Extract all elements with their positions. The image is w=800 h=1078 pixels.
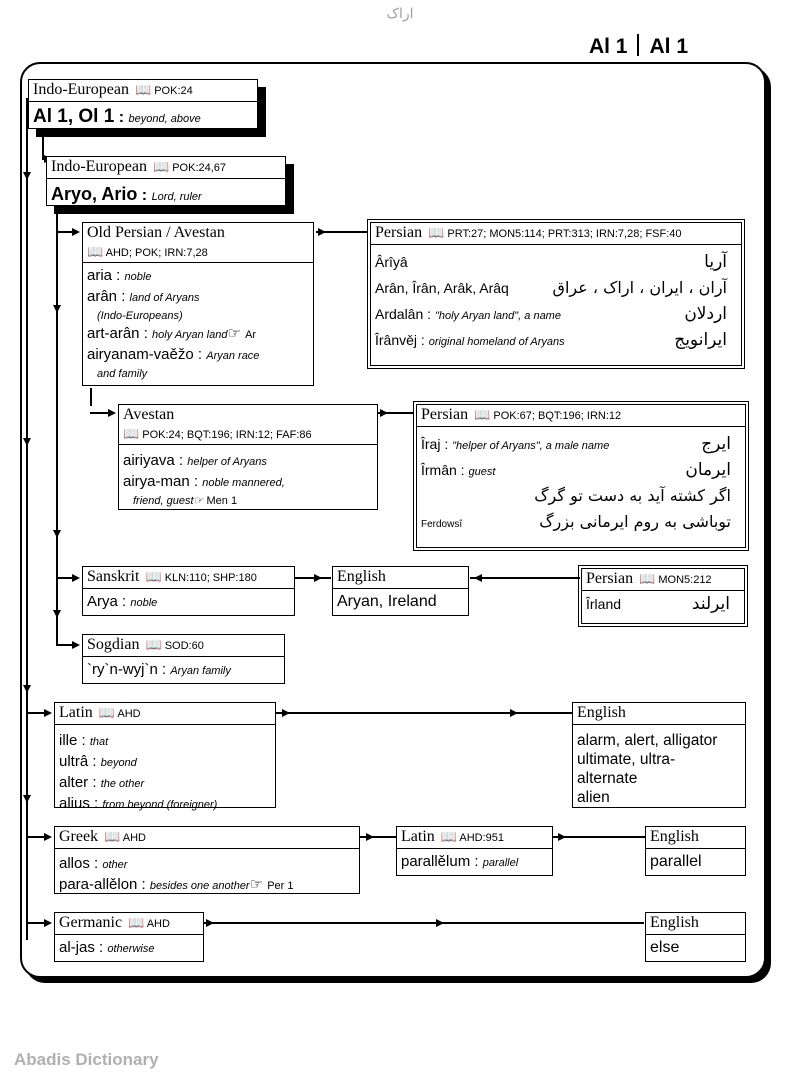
language-label: Germanic [59,914,123,931]
connector-line [26,922,46,924]
box-english-2 [572,702,746,808]
book-icon: 📖 [440,829,457,844]
entry-row: Arân, Îrân, Arâk, Arâq آران ، ایران ، اراک ، عراق [375,275,737,301]
book-icon: 📖 [639,571,656,586]
persian-script: آریا [704,252,727,272]
entry-row: Aryan, Ireland [337,593,437,610]
entry-row: else [650,939,680,956]
arrow-right-icon [108,409,116,417]
cross-ref-link[interactable]: Men 1 [206,495,238,507]
box-english-4 [645,912,746,962]
arrow-down-icon [23,172,31,180]
root-term: Al 1, Ol 1 [33,106,115,127]
box-indo-european-1: Indo-European 📖 POK:24 Al 1, Ol 1 : beyond, above [28,79,258,129]
persian-script: آران ، ایران ، اراک ، عراق [552,278,727,297]
arrow-right-icon [314,574,322,582]
language-label: Indo-European [33,81,129,98]
arrow-right-icon [44,709,52,717]
entry-row: arân : land of Aryans [87,288,200,305]
source-ref: AHD [146,918,170,930]
entry-row: art-arân : holy Aryan land☞ Ar [87,325,257,342]
language-label: Sanskrit [87,568,140,585]
arrow-down-icon [53,610,61,618]
connector-line [204,922,644,924]
connector-line [42,130,44,158]
language-label: English [337,568,386,585]
language-label: English [650,914,699,931]
entry-row: alarm, alert, alligator [577,732,718,749]
entry-row: Îraj : "helper of Aryans", a male name ایرج [421,431,741,457]
persian-script: ایرانویج [674,330,727,350]
box-persian-1 [370,222,742,366]
source-ref: PRT:27; MON5:114; PRT:313; IRN:7,28; FSF:40 [447,228,682,240]
cross-ref-link[interactable]: Per 1 [267,880,294,892]
arrow-right-icon [558,833,566,841]
entry-row: parallel [650,853,702,870]
connector-line [26,836,46,838]
pointing-hand-icon: ☞ [249,876,264,893]
source-ref: MON5:212 [658,574,712,586]
language-label: Greek [59,828,99,845]
language-label: Sogdian [87,636,140,653]
language-label: Old Persian / Avestan [87,224,225,241]
source-ref: POK:24,67 [172,162,227,174]
gloss: Lord, ruler [151,191,202,203]
book-icon: 📖 [145,569,162,584]
box-english-1 [332,566,469,616]
connector-line [90,388,92,406]
language-label: Latin [401,828,435,845]
arrow-right-icon [366,833,374,841]
box-sanskrit [82,566,295,616]
cross-ref-link[interactable]: Ar [245,329,257,341]
poem-line [421,483,741,509]
entry-row: ultrâ : beyond [59,753,137,770]
entry-row: airyanam-vaěžo : Aryan race [87,346,260,363]
book-icon: 📖 [123,426,140,441]
footer-brand[interactable]: Abadis Dictionary [14,1050,159,1069]
box-latin-1 [54,702,276,812]
persian-script: ایرمان [685,460,731,480]
source-ref: POK:67; BQT:196; IRN:12 [493,410,622,422]
source-ref: AHD [117,708,141,720]
persian-script: ایرلند [691,594,730,614]
language-label: English [650,828,699,845]
box-greek [54,826,360,894]
arrow-down-icon [23,685,31,693]
pointing-hand-icon: ☞ [227,325,241,342]
arrow-right-icon [72,228,80,236]
arrow-right-icon [282,709,290,717]
main-trunk-line [26,98,28,940]
entry-row: alternate [577,770,638,787]
title-left: Al 1 [588,35,628,58]
box-english-3 [645,826,746,876]
arrow-right-icon [318,228,326,236]
entry-row: Arya : noble [87,593,158,610]
gloss: beyond, above [128,113,201,125]
book-icon: 📖 [134,82,152,97]
box-persian-3 [581,568,745,624]
book-icon: 📖 [128,915,145,930]
language-label: Latin [59,704,93,721]
entry-row: aria : noble [87,267,152,284]
connector-line [90,412,110,414]
source-ref: KLN:110; SHP:180 [164,572,257,584]
entry-row: alius : from beyond (foreigner) [59,795,218,812]
arrow-left-icon [474,574,482,582]
book-icon: 📖 [145,637,162,652]
entry-row: allos : other [59,855,128,872]
box-indo-european-2: Indo-European 📖 POK:24,67 Aryo, Ario : Lord, ruler [46,156,286,206]
language-label: Persian [375,224,423,241]
source-ref: POK:24; BQT:196; IRN:12; FAF:86 [142,429,312,441]
source-ref: POK:24 [154,85,193,97]
language-label: Indo-European [51,158,147,175]
entry-row: Ardalân : "holy Aryan land", a name اردلان [375,301,737,327]
arrow-down-icon [23,438,31,446]
arrow-right-icon [510,709,518,717]
title-right: Al 1 [649,35,688,58]
persian-poem-line: اگر کشته آید به دست تو گرگ [534,486,731,505]
entry-row: airya-man : noble mannered, [123,473,285,490]
pointing-hand-icon: ☞ [193,495,204,507]
entry-continuation: friend, guest☞ Men 1 [133,495,238,507]
poet-name: Ferdowsî [421,519,463,530]
persian-script: ایرج [701,434,731,454]
language-label: Avestan [123,406,175,423]
box-germanic [54,912,204,962]
entry-row: alter : the other [59,774,145,791]
entry-continuation: and family [97,368,148,380]
language-label: English [577,704,626,721]
source-ref: SOD:60 [164,640,204,652]
language-label: Persian [586,570,634,587]
box-old-persian-avestan [82,222,314,386]
arrow-down-icon [23,795,31,803]
connector-line [553,836,645,838]
entry-row: ille : that [59,732,109,749]
book-icon: 📖 [152,159,170,174]
connector-line [295,577,331,579]
entry-row: ultimate, ultra- [577,751,676,768]
arrow-right-icon [44,833,52,841]
arrow-right-icon [380,409,388,417]
persian-script: اردلان [684,304,727,324]
entry-row: `ry`n-wyj`n : Aryan family [87,661,231,678]
book-icon: 📖 [98,705,115,720]
arrow-right-icon [72,574,80,582]
arrow-right-icon [72,641,80,649]
page-title [589,34,688,59]
entry-row: Ârîyâ آریا [375,249,737,275]
entry-row: alien [577,789,610,806]
box-persian-2 [416,404,746,548]
book-icon: 📖 [104,829,121,844]
persian-poem-line: توباشی به روم ایرمانی بزرگ [539,512,731,531]
connector-line [276,712,572,714]
top-word: اراک [386,6,414,22]
connector-line [26,712,46,714]
entry-row: parallělum : parallel [401,853,519,870]
arrow-right-icon [206,919,214,927]
poem-line [421,509,741,535]
title-separator [637,34,639,56]
entry-row: Îrland ایرلند [586,591,740,617]
arrow-right-icon [436,919,444,927]
language-label: Persian [421,406,469,423]
book-icon: 📖 [428,225,445,240]
entry-row: airiyava : helper of Aryans [123,452,267,469]
entry-row: para-allělon : besides one another☞ Per 1 [59,876,294,893]
box-avestan [118,404,378,510]
book-icon: 📖 [87,244,104,259]
source-ref: AHD [122,832,146,844]
entry-row: al-jas : otherwise [59,939,155,956]
book-icon: 📖 [474,407,491,422]
arrow-down-icon [53,530,61,538]
source-ref: AHD; POK; IRN:7,28 [105,247,208,259]
arrow-down-icon [53,305,61,313]
entry-row: Îrânvěj : original homeland of Aryans ایرانویج [375,327,737,353]
box-sogdian [82,634,285,684]
connector-line [470,577,580,579]
entry-continuation: (Indo-Europeans) [97,310,183,322]
root-term: Aryo, Ario [51,184,138,204]
box-latin-2 [396,826,553,876]
source-ref: AHD:951 [459,832,505,844]
entry-row: Îrmân : guest ایرمان [421,457,741,483]
arrow-right-icon [44,919,52,927]
